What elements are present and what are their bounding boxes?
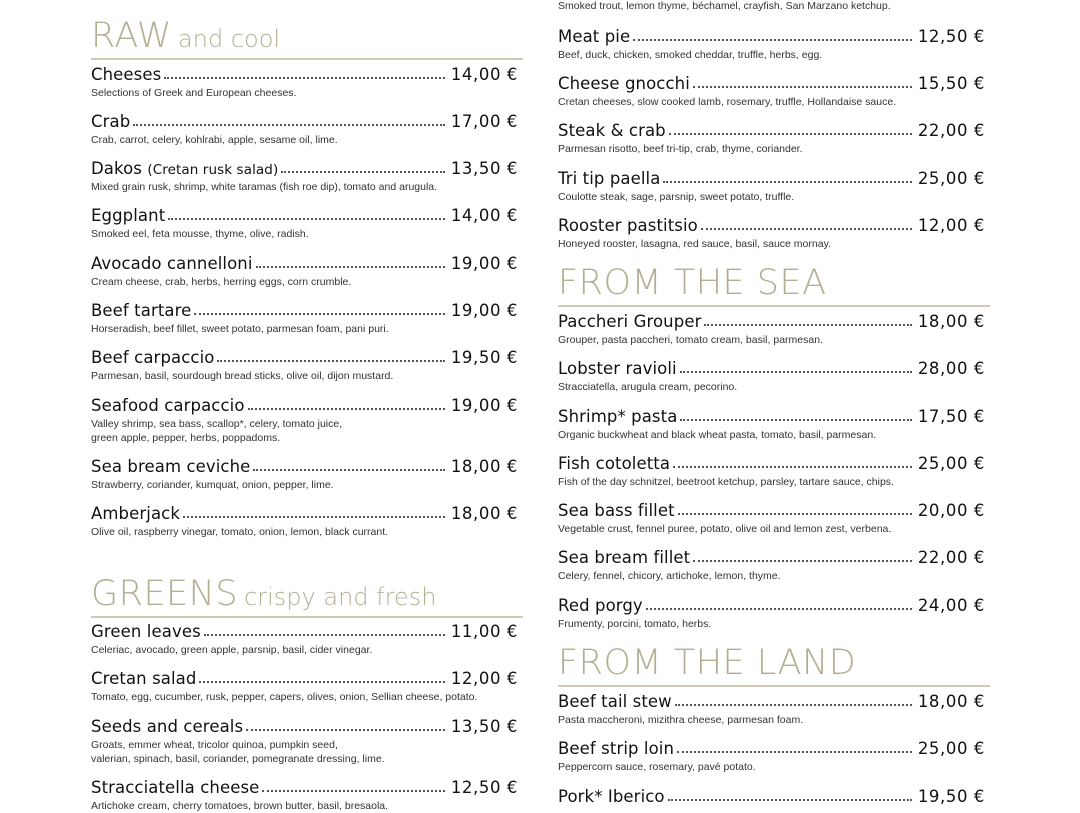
- menu-item-name: [91, 396, 245, 415]
- dot-leader: [194, 312, 444, 315]
- menu-item: [91, 156, 518, 194]
- section-header-greens: [91, 574, 523, 618]
- menu-item-price: 22,00 €: [917, 121, 985, 140]
- dot-leader: [183, 515, 445, 518]
- menu-item-description: Honeyed rooster, lasagna, red sauce, basil, sauce mornay.: [558, 238, 831, 250]
- section-title-main: FROM THE SEA: [558, 263, 827, 303]
- menu-item-name-text: Seeds and cereals: [91, 717, 244, 736]
- menu-item-line: [91, 298, 518, 320]
- menu-item-description: Vegetable crust, fennel puree, potato, olive oil and lemon zest, verbena.: [558, 523, 892, 535]
- menu-item-line: [558, 71, 985, 93]
- menu-item-name-text: Lobster ravioli: [558, 359, 677, 378]
- menu-item: [91, 714, 518, 766]
- menu-item-name: [558, 407, 677, 426]
- menu-item-price: 22,00 €: [917, 548, 985, 567]
- menu-item-price: 15,50 €: [917, 74, 985, 93]
- menu-item: [558, 593, 985, 631]
- menu-item-name-text: Beef strip loin: [558, 739, 675, 758]
- menu-item-name: [91, 778, 259, 797]
- menu-item-price: 19,00 €: [450, 396, 518, 415]
- menu-item-name: [91, 348, 214, 367]
- menu-item: [558, 71, 985, 109]
- menu-item-price: 25,00 €: [917, 169, 985, 188]
- dot-leader: [675, 703, 912, 706]
- menu-item: [91, 62, 518, 100]
- menu-item-price: 28,00 €: [917, 359, 985, 378]
- menu-item-name: [558, 739, 674, 758]
- menu-item-line: [558, 451, 985, 473]
- menu-item-price: 12,00 €: [917, 216, 985, 235]
- menu-item-name: [558, 454, 670, 473]
- menu-item-description: Celery, fennel, chicory, artichoke, lemon, thyme.: [558, 570, 781, 582]
- menu-item-line: [558, 118, 985, 140]
- menu-item-description: Selections of Greek and European cheeses.: [91, 87, 297, 99]
- menu-item-price: 19,00 €: [450, 301, 518, 320]
- menu-item: [558, 784, 985, 808]
- menu-item-name: [91, 301, 191, 320]
- menu-item-line: [91, 666, 518, 688]
- menu-item-line: [91, 251, 518, 273]
- menu-item-line: [558, 689, 985, 711]
- menu-item-description: Horseradish, beef fillet, sweet potato, parmesan foam, pani puri.: [91, 323, 389, 335]
- dot-leader: [704, 323, 911, 326]
- menu-item-name: [558, 359, 677, 378]
- menu-item-description: Coulotte steak, sage, parsnip, sweet potato, truffle.: [558, 191, 795, 203]
- menu-item-description: Parmesan, basil, sourdough bread sticks, olive oil, dijon mustard.: [91, 370, 394, 382]
- menu-item-name-text: Steak & crab: [558, 121, 666, 140]
- menu-item-line: [558, 309, 985, 331]
- dot-leader: [199, 680, 444, 683]
- menu-item: [558, 213, 985, 251]
- menu-item-description: Groats, emmer wheat, tricolor quinoa, pumpkin seed, valerian, spinach, basil, coriander, pomegranate dressing, lime.: [91, 739, 385, 765]
- menu-item-price: 18,00 €: [450, 504, 518, 523]
- menu-item: [91, 203, 518, 241]
- dot-leader: [646, 607, 912, 610]
- menu-item-name-text: Dakos: [91, 159, 142, 178]
- menu-item-price: 18,00 €: [917, 692, 985, 711]
- dot-leader: [673, 465, 912, 468]
- menu-item: [558, 451, 985, 489]
- section-title-main: FROM THE LAND: [558, 643, 857, 683]
- menu-item: [91, 393, 518, 445]
- dot-leader: [668, 798, 912, 801]
- menu-item-description: Strawberry, coriander, kumquat, onion, pepper, lime.: [91, 479, 334, 491]
- menu-item-name: [91, 622, 201, 641]
- menu-item-price: 14,00 €: [450, 206, 518, 225]
- section-divider: [91, 616, 523, 618]
- menu-item-description: Crab, carrot, celery, kohlrabi, apple, sesame oil, lime.: [91, 134, 338, 146]
- menu-item-price: 13,50 €: [450, 717, 518, 736]
- menu-item-line: [558, 166, 985, 188]
- menu-item-description: Parmesan risotto, beef tri-tip, crab, thyme, coriander.: [558, 143, 803, 155]
- section-divider: [91, 58, 523, 60]
- menu-item-name: [91, 504, 180, 523]
- menu-item: [91, 666, 518, 704]
- menu-item: [91, 454, 518, 492]
- menu-item-line: [91, 156, 518, 178]
- section-title: [558, 643, 856, 683]
- menu-item: [558, 356, 985, 394]
- menu-item-name: [558, 596, 643, 615]
- menu-item-price: 25,00 €: [917, 739, 985, 758]
- dot-leader: [248, 407, 445, 410]
- menu-item-description: Smoked trout, lemon thyme, béchamel, crayfish, San Marzano ketchup.: [558, 0, 891, 12]
- menu-item-name-text: Tri tip paella: [558, 169, 661, 188]
- menu-item-description: Frumenty, porcini, tomato, herbs.: [558, 618, 712, 630]
- menu-item-line: [91, 393, 518, 415]
- menu-item-price: 19,50 €: [917, 787, 985, 806]
- section-divider: [558, 305, 990, 307]
- menu-item-name: [558, 548, 690, 567]
- dot-leader: [669, 132, 912, 135]
- menu-item-line: [91, 619, 518, 641]
- dot-leader: [633, 38, 912, 41]
- menu-item-price: 18,00 €: [450, 457, 518, 476]
- menu-item-line: [558, 213, 985, 235]
- menu-item: [558, 545, 985, 583]
- menu-item: [558, 736, 985, 774]
- menu-item-name-text: Beef carpaccio: [91, 348, 215, 367]
- menu-item-name: [91, 254, 253, 273]
- menu-item-line: [91, 109, 518, 131]
- menu-item: [91, 298, 518, 336]
- menu-item-price: 14,00 €: [450, 65, 518, 84]
- dot-leader: [253, 468, 444, 471]
- dot-leader: [701, 227, 912, 230]
- dot-leader: [217, 359, 444, 362]
- menu-item-price: 18,00 €: [917, 312, 985, 331]
- dot-leader: [133, 123, 445, 126]
- menu-item-description: Valley shrimp, sea bass, scallop*, celery, tomato juice, green apple, pepper, herbs, poppadoms.: [91, 418, 343, 444]
- menu-item-name: [91, 112, 130, 131]
- menu-item-name: [558, 27, 630, 46]
- menu-item-name-text: Cheese gnocchi: [558, 74, 690, 93]
- dot-leader: [204, 633, 445, 636]
- menu-item-name-text: Shrimp* pasta: [558, 407, 678, 426]
- menu-item-price: 19,50 €: [450, 348, 518, 367]
- menu-item-price: 19,00 €: [450, 254, 518, 273]
- menu-item: [91, 251, 518, 289]
- menu-item-name: [91, 457, 250, 476]
- menu-item-description: Mixed grain rusk, shrimp, white taramas (fish roe dip), tomato and arugula.: [91, 181, 438, 193]
- dot-leader: [678, 512, 912, 515]
- menu-item-name-text: Seafood carpaccio: [91, 396, 245, 415]
- menu-item-name-text: Meat pie: [558, 27, 631, 46]
- menu-item-name-text: Cheeses: [91, 65, 162, 84]
- menu-item-description: Pasta maccheroni, mizithra cheese, parmesan foam.: [558, 714, 804, 726]
- menu-item-name: [558, 501, 675, 520]
- menu-item-name-text: Eggplant: [91, 206, 166, 225]
- menu-item: [91, 775, 518, 813]
- menu-item-name: [91, 717, 243, 736]
- section-title: [91, 574, 436, 614]
- menu-item: [91, 501, 518, 539]
- menu-item-name-text: Beef tartare: [91, 301, 192, 320]
- menu-item-description: Fish of the day schnitzel, beetroot ketchup, parsley, tartare sauce, chips.: [558, 476, 894, 488]
- menu-item-name: [558, 169, 660, 188]
- menu-item-name-text: Crab: [91, 112, 131, 131]
- menu-item-description: Beef, duck, chicken, smoked cheddar, truffle, herbs, egg.: [558, 49, 823, 61]
- menu-item-name-text: Beef tail stew: [558, 692, 672, 711]
- menu-item-name: [558, 787, 665, 806]
- menu-item-name-text: Green leaves: [91, 622, 201, 641]
- menu-item: [91, 345, 518, 383]
- dot-leader: [663, 180, 911, 183]
- menu-item-name: [558, 216, 698, 235]
- section-title: [91, 16, 280, 56]
- menu-item-name-text: Paccheri Grouper: [558, 312, 702, 331]
- menu-item-name-text: Avocado cannelloni: [91, 254, 253, 273]
- menu-item-note: (Cretan rusk salad): [147, 162, 279, 178]
- menu-item-name-text: Sea bream fillet: [558, 548, 691, 567]
- menu-item-line: [558, 24, 985, 46]
- menu-item-name: [558, 312, 701, 331]
- menu-item: [558, 24, 985, 62]
- menu-item-line: [558, 593, 985, 615]
- menu-item-description: Cretan cheeses, slow cooked lamb, rosemary, truffle, Hollandaise sauce.: [558, 96, 897, 108]
- menu-item-line: [91, 62, 518, 84]
- dot-leader: [693, 559, 912, 562]
- menu-item-description: Grouper, pasta paccheri, tomato cream, basil, parmesan.: [558, 334, 823, 346]
- menu-item-price: 12,50 €: [450, 778, 518, 797]
- menu-item: [558, 166, 985, 204]
- menu-item-price: 24,00 €: [917, 596, 985, 615]
- menu-item-line: [558, 498, 985, 520]
- menu-item-line: [91, 714, 518, 736]
- menu-item: [91, 619, 518, 657]
- section-title-main: RAW: [91, 16, 173, 56]
- menu-item-line: [558, 784, 985, 806]
- section-title-main: GREENS: [91, 574, 239, 614]
- menu-item-description: Stracciatella, arugula cream, pecorino.: [558, 381, 738, 393]
- dot-leader: [693, 85, 912, 88]
- menu-item: [558, 309, 985, 347]
- menu-item-name-text: Cretan salad: [91, 669, 197, 688]
- menu-item-price: 25,00 €: [917, 454, 985, 473]
- section-title-sub: crispy and fresh: [244, 583, 437, 611]
- menu-item-name-text: Amberjack: [91, 504, 180, 523]
- menu-item-name-text: Sea bream ceviche: [91, 457, 251, 476]
- menu-item-price: 13,50 €: [450, 159, 518, 178]
- menu-item-price: 11,00 €: [450, 622, 518, 641]
- menu-item-description: Celeriac, avocado, green apple, parsnip, basil, cider vinegar.: [91, 644, 373, 656]
- menu-item-name-text: Stracciatella cheese: [91, 778, 260, 797]
- menu-item-name: [558, 74, 690, 93]
- menu-item-name: [558, 121, 666, 140]
- menu-item-name: [558, 692, 672, 711]
- section-header-land: [558, 643, 990, 687]
- menu-item-description: Tomato, egg, cucumber, rusk, pepper, capers, olives, onion, Sellian cheese, potato.: [91, 691, 478, 703]
- menu-item-name: [91, 669, 196, 688]
- dot-leader: [680, 370, 912, 373]
- dot-leader: [677, 750, 912, 753]
- menu-item: [91, 109, 518, 147]
- menu-item-line: [558, 736, 985, 758]
- menu-item: [558, 118, 985, 156]
- menu-item-description: Cream cheese, crab, herbs, herring eggs, corn crumble.: [91, 276, 352, 288]
- section-title: [558, 263, 827, 303]
- dot-leader: [246, 728, 445, 731]
- menu-item-description: Smoked eel, feta mousse, thyme, olive, radish.: [91, 228, 309, 240]
- section-header-raw: [91, 16, 523, 60]
- menu-item-name: [91, 206, 165, 225]
- dot-leader: [164, 76, 444, 79]
- menu-item-price: 20,00 €: [917, 501, 985, 520]
- menu-item-price: 12,50 €: [917, 27, 985, 46]
- menu-item-name-text: Sea bass fillet: [558, 501, 675, 520]
- dot-leader: [281, 170, 444, 173]
- menu-item-description: Olive oil, raspberry vinegar, tomato, onion, lemon, black currant.: [91, 526, 389, 538]
- dot-leader: [168, 217, 445, 220]
- dot-leader: [262, 789, 444, 792]
- menu-item-description: Organic buckwheat and black wheat pasta, tomato, basil, parmesan.: [558, 429, 877, 441]
- menu-item-line: [91, 775, 518, 797]
- menu-item-description: Artichoke cream, cherry tomatoes, brown butter, basil, bresaola.: [91, 800, 389, 812]
- menu-item-line: [558, 356, 985, 378]
- menu-item-price: 17,00 €: [450, 112, 518, 131]
- dot-leader: [256, 265, 445, 268]
- menu-item-line: [91, 501, 518, 523]
- menu-item-name-text: Rooster pastitsio: [558, 216, 698, 235]
- menu-item-line: [558, 545, 985, 567]
- menu-item-name-text: Fish cotoletta: [558, 454, 671, 473]
- menu-item-name-text: Red porgy: [558, 596, 643, 615]
- dot-leader: [680, 418, 911, 421]
- menu-item-line: [91, 454, 518, 476]
- menu-item-line: [91, 203, 518, 225]
- menu-item: [558, 498, 985, 536]
- menu-item-price: 17,50 €: [917, 407, 985, 426]
- section-header-sea: [558, 263, 990, 307]
- menu-item-description: Peppercorn sauce, rosemary, pavé potato.: [558, 761, 756, 773]
- section-divider: [558, 685, 990, 687]
- menu-item: [558, 689, 985, 727]
- section-title-sub: and cool: [178, 25, 281, 53]
- menu-item-name: [91, 65, 161, 84]
- menu-item-price: 12,00 €: [450, 669, 518, 688]
- menu-item: [558, 404, 985, 442]
- menu-item-name-text: Pork* Iberico: [558, 787, 665, 806]
- menu-item-line: [91, 345, 518, 367]
- menu-item-name: [91, 159, 278, 178]
- menu-item-line: [558, 404, 985, 426]
